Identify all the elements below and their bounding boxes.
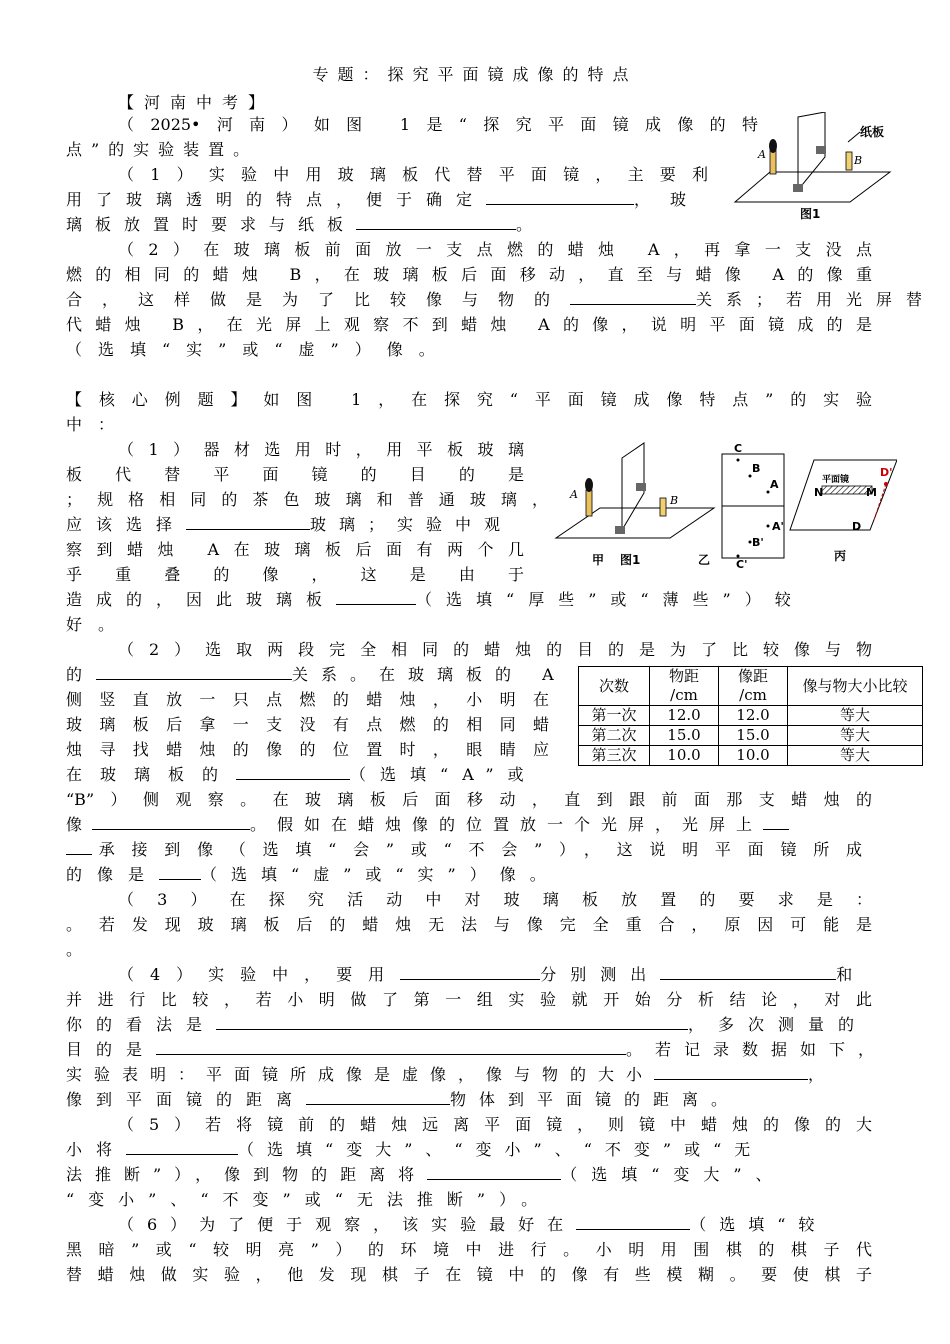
- yi-label-a-prime: A': [772, 520, 784, 533]
- answer-blank[interactable]: [427, 1162, 561, 1180]
- text-line: 板代替平面镜的目的是: [66, 465, 524, 484]
- yi-label-b: B: [752, 462, 761, 475]
- jia-candle-b: [660, 498, 666, 516]
- text-line: （6）为了便于观察，该实验最好在 （选填“较: [118, 1212, 872, 1237]
- answer-blank[interactable]: [570, 287, 696, 305]
- jia-caption: 甲: [592, 553, 605, 567]
- yi-label-c-prime: C': [736, 558, 748, 570]
- text-line: 点”的实验装置。: [66, 140, 259, 159]
- jia-clip: [615, 526, 625, 534]
- answer-blank[interactable]: [236, 762, 350, 780]
- bing-mirror: [822, 486, 872, 494]
- answer-blank[interactable]: [159, 862, 201, 880]
- bing-label-d: D: [852, 520, 862, 533]
- text-line: 合，这样做是为了比较像与物的 关系；若用光屏替: [66, 287, 872, 312]
- text-line: 代蜡烛 B，在光屏上观察不到蜡烛 A的像，说明平面镜成的是: [66, 315, 872, 334]
- text-line: 并进行比较，若小明做了第一组实验就开始分析结论，对此: [66, 990, 872, 1009]
- answer-blank[interactable]: [92, 812, 250, 830]
- table-cell: 等大: [788, 726, 923, 746]
- table-header-row: [579, 667, 923, 706]
- answer-blank[interactable]: [156, 1037, 626, 1055]
- table-cell: 第二次: [579, 726, 650, 746]
- text-line: 在玻璃板的 （选填“A”或: [66, 762, 566, 787]
- table-cell: 10.0: [650, 746, 719, 766]
- text-line: 像 。假如在蜡烛像的位置放一个光屏，光屏上: [66, 812, 872, 837]
- text-line: 目的是 。若记录数据如下，: [66, 1037, 872, 1062]
- yi-point: [767, 491, 770, 494]
- text-line: 黑暗”或“较明亮”）的环境中进行。小明用围棋的棋子代: [66, 1240, 872, 1259]
- yi-label-c: C: [734, 442, 743, 455]
- figure-caption: 图1: [800, 207, 821, 221]
- bing-label-d-prime: D': [880, 466, 893, 479]
- answer-blank[interactable]: [186, 512, 310, 530]
- pointer-line: [848, 132, 860, 142]
- text-line: 。: [66, 940, 83, 959]
- figure-1-apparatus: [730, 112, 900, 222]
- table-header-cell: 像与物大小比较: [788, 667, 923, 706]
- text-line: 的像是 （选填“虚”或“实”）像。: [66, 862, 872, 887]
- table-cell: 第一次: [579, 706, 650, 726]
- text-line: 【核心例题】如图 1，在探究“平面镜成像特点”的实验: [66, 390, 872, 409]
- text-line: ；规格相同的茶色玻璃和普通玻璃，: [66, 490, 548, 509]
- label-b: B: [854, 154, 863, 167]
- text-line: 应该选择 玻璃；实验中观: [66, 512, 526, 537]
- page-title: 专题：探究平面镜成像的特点: [312, 65, 638, 84]
- answer-blank[interactable]: [96, 662, 292, 680]
- answer-blank[interactable]: [660, 962, 836, 980]
- table-cell: 12.0: [650, 706, 719, 726]
- text-line: 烛寻找蜡烛的像的位置时，眼睛应: [66, 740, 549, 759]
- label-cardboard: 纸板: [860, 125, 885, 139]
- text-line: 乎重叠的像，这是由于: [66, 565, 524, 584]
- jia-candle-a: [586, 490, 592, 516]
- candle-a: [770, 150, 776, 174]
- text-line: 玻璃板后拿一支没有点燃的相同蜡: [66, 715, 549, 734]
- jia-clip: [636, 483, 646, 491]
- text-line: 小将 （选填“变大”、“变小”、“不变”或“无: [66, 1137, 872, 1162]
- candle-b: [846, 152, 852, 170]
- text-line: 璃板放置时要求与纸板 。: [66, 212, 872, 237]
- table-cell: 15.0: [719, 726, 788, 746]
- text-line: 承接到像（选填“会”或“不会”），这说明平面镜所成: [66, 837, 872, 862]
- bing-mirror-label: 平面镜: [822, 475, 850, 485]
- yi-point: [767, 525, 770, 528]
- text-line: （2）选取两段完全相同的蜡烛的目的是为了比较像与物: [118, 640, 872, 659]
- paper-plane: [735, 172, 890, 202]
- answer-blank[interactable]: [306, 1087, 450, 1105]
- table-row: [579, 706, 923, 726]
- table-header-cell: 像距 /cm: [719, 667, 788, 706]
- text-line: （3）在探究活动中对玻璃板放置的要求是：: [118, 890, 872, 909]
- answer-blank[interactable]: [126, 1137, 238, 1155]
- answer-blank[interactable]: [356, 212, 516, 230]
- text-line: 实验表明：平面镜所成像是虚像，像与物的大小 ，: [66, 1062, 872, 1087]
- text-line: 好。: [66, 615, 131, 634]
- yi-point: [749, 541, 752, 544]
- table-row: [579, 746, 923, 766]
- answer-blank[interactable]: [66, 837, 92, 855]
- text-line: 。若发现玻璃板后的蜡烛无法与像完全重合，原因可能是: [66, 915, 872, 934]
- yi-point: [737, 555, 740, 558]
- yi-caption: 乙: [698, 553, 711, 567]
- table-cell: 12.0: [719, 706, 788, 726]
- yi-label-a: A: [770, 478, 779, 491]
- answer-blank[interactable]: [400, 962, 540, 980]
- text-line: 法推断”），像到物的距离将 （选填“变大”、: [66, 1162, 872, 1187]
- text-line: 用了玻璃透明的特点，便于确定 ，玻: [66, 187, 872, 212]
- text-line: 察到蜡烛 A在玻璃板后面有两个几: [66, 540, 524, 559]
- text-line: 你的看法是 ，多次测量的: [66, 1012, 872, 1037]
- answer-blank[interactable]: [576, 1212, 690, 1230]
- text-line: （2025•河南）如图 1是“探究平面镜成像的特: [118, 115, 758, 134]
- text-line: 替蜡烛做实验，他发现棋子在镜中的像有些模糊。要使棋子: [66, 1265, 872, 1284]
- yi-label-b-prime: B': [752, 536, 764, 549]
- table-cell: 10.0: [719, 746, 788, 766]
- text-line: （4）实验中，要用 分别测出 和: [118, 962, 872, 987]
- table-cell: 等大: [788, 746, 923, 766]
- table-cell: 第三次: [579, 746, 650, 766]
- section-header-henan: 【河南中考】: [118, 93, 275, 112]
- jia-flame: [585, 478, 593, 492]
- figure-1-group: [552, 438, 897, 570]
- data-table: [578, 666, 923, 766]
- yi-point: [749, 475, 752, 478]
- bing-label-n: N: [814, 486, 824, 499]
- text-line: 的 关系。在玻璃板的 A: [66, 662, 566, 687]
- clip-bottom: [793, 184, 803, 192]
- clip-top: [816, 146, 826, 154]
- table-header-cell: 物距 /cm: [650, 667, 719, 706]
- text-line: （1）器材选用时，用平板玻璃: [118, 440, 524, 459]
- label-a: A: [758, 148, 766, 161]
- bing-caption: 丙: [834, 549, 847, 563]
- candle-flame: [769, 139, 777, 153]
- text-line: 像到平面镜的距离 物体到平面镜的距离。: [66, 1087, 872, 1112]
- table-cell: 等大: [788, 706, 923, 726]
- answer-blank[interactable]: [486, 187, 634, 205]
- answer-blank[interactable]: [216, 1012, 688, 1030]
- text-line: 侧竖直放一只点燃的蜡烛，小明在: [66, 690, 549, 709]
- text-line: （1）实验中用玻璃板代替平面镜，主要利: [118, 165, 708, 184]
- text-line: （5）若将镜前的蜡烛远离平面镜，则镜中蜡烛的像的大: [118, 1115, 872, 1134]
- jia-paper: [556, 508, 714, 538]
- text-line: “B”）侧观察。在玻璃板后面移动，直到跟前面那支蜡烛的: [66, 790, 872, 809]
- jia-label-b: B: [670, 494, 679, 507]
- table-cell: 15.0: [650, 726, 719, 746]
- jia-label-a: A: [570, 488, 578, 501]
- figure-caption: 图1: [620, 553, 641, 567]
- answer-blank[interactable]: [654, 1062, 808, 1080]
- bing-label-m: M: [866, 486, 877, 499]
- table-row: [579, 726, 923, 746]
- answer-blank[interactable]: [336, 587, 416, 605]
- text-line: （2）在玻璃板前面放一支点燃的蜡烛 A，再拿一支没点: [118, 240, 872, 259]
- text-line: （选填“实”或“虚”）像。: [66, 340, 451, 359]
- text-line: 燃的相同的蜡烛 B，在玻璃板后面移动，直至与蜡像 A的像重: [66, 265, 872, 284]
- table-header-cell: 次数: [579, 667, 650, 706]
- yi-point: [737, 459, 740, 462]
- text-line: 造成的，因此玻璃板 （选填“厚些”或“薄些”）较: [66, 587, 872, 612]
- text-line: “变小”、“不变”或“无法推断”）。: [66, 1190, 552, 1209]
- answer-blank[interactable]: [763, 812, 789, 830]
- text-line: 中：: [66, 415, 131, 434]
